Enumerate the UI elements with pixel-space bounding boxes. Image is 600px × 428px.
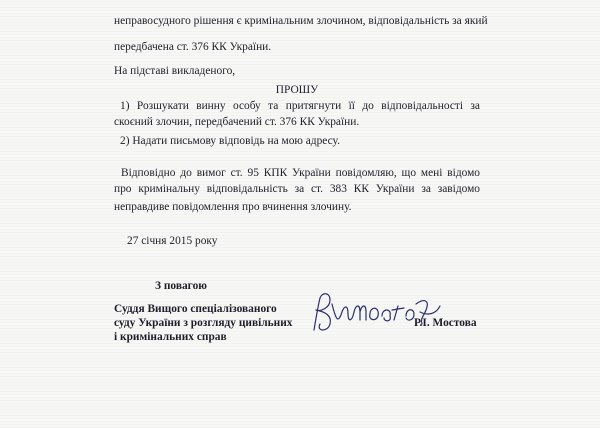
request-heading: ПРОШУ [275,84,319,96]
signer-title-line-1: Суддя Вищого спеціалізованого [114,303,277,315]
notice-line-3: неправдиве повідомлення про вчинення злочину. [114,201,352,213]
signer-name: Р.І. Мостова [414,317,477,329]
notice-line-2: про кримінальну відповідальність за ст. 383 КК України за завідомо [114,183,480,195]
signer-title-line-2: суду України з розгляду цивільних [114,317,293,329]
request-item-1-line-2: скоєний злочин, передбачений ст. 376 КК України. [114,116,360,128]
request-item-1-line-1: 1) Розшукати винну особу та притягнути її до відповідальності за [120,100,480,112]
closing-text: З повагою [155,280,207,292]
document-date: 27 січня 2015 року [127,235,218,247]
notice-line-1: Відповідно до вимог ст. 95 КПК України повідомляю, що мені відомо [121,167,480,179]
intro-line-1: неправосудного рішення є кримінальним злочином, відповідальність за який [114,15,488,27]
basis-text: На підставі викладеного, [114,65,236,77]
intro-line-2: передбачена ст. 376 КК України. [114,41,272,53]
request-item-2: 2) Надати письмову відповідь на мою адресу. [120,135,340,147]
signer-title-line-3: і кримінальних справ [114,331,227,343]
